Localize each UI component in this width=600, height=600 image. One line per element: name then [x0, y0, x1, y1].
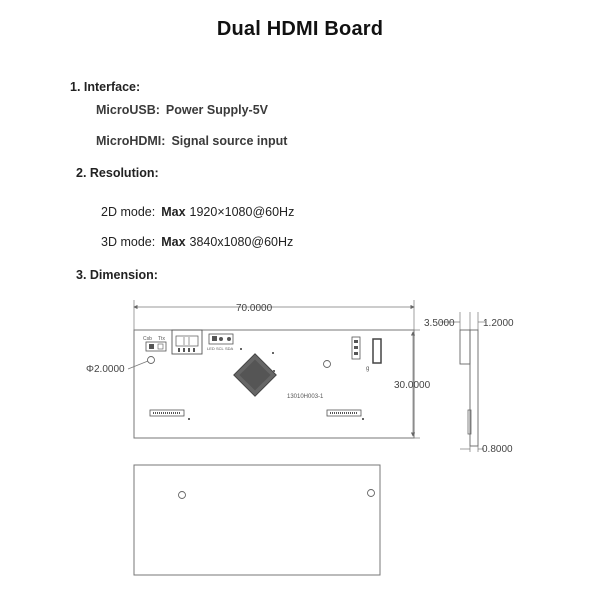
mode-max: Max — [161, 205, 186, 219]
switch-label: Csb — [143, 336, 152, 342]
pin-label: SCL — [216, 346, 224, 351]
pin-label: LED — [207, 346, 215, 351]
mode-label: 3D mode: — [101, 235, 156, 249]
svg-text:g: g — [366, 366, 370, 372]
side-connector-profile — [460, 330, 470, 364]
side-dim-top-right: 1.2000 — [483, 318, 514, 329]
board-bottom-view — [134, 465, 380, 575]
hole-dimension-label: Φ2.0000 — [86, 364, 125, 375]
interface-item-label: MicroHDMI: — [96, 134, 166, 148]
bottom-board-outline — [134, 465, 380, 575]
mode-label: 2D mode: — [101, 205, 156, 219]
resolution-heading: 2. Resolution: — [76, 166, 159, 180]
switch-label: Ttx — [158, 336, 165, 342]
interface-item-value: Power Supply-5V — [165, 103, 269, 117]
mode-value: 3840x1080@60Hz — [189, 235, 294, 249]
board-code: 13010H003-1 — [287, 394, 324, 400]
pin-label: SDA — [225, 346, 234, 351]
width-dimension-label: 70.0000 — [236, 303, 273, 314]
side-dim-bottom: 0.8000 — [482, 444, 513, 455]
mode-max: Max — [161, 235, 186, 249]
interface-heading: 1. Interface: — [70, 80, 141, 94]
side-dim-top-left: 3.5000 — [424, 318, 455, 329]
page-title: Dual HDMI Board — [216, 18, 384, 40]
interface-item-label: MicroUSB: — [96, 103, 160, 117]
board-side-view — [424, 312, 514, 455]
dimension-heading: 3. Dimension: — [76, 268, 158, 282]
height-dimension-label: 30.0000 — [394, 380, 431, 391]
board-top-view — [86, 300, 431, 438]
mode-value: 1920×1080@60Hz — [189, 205, 295, 219]
interface-item-value: Signal source input — [171, 134, 288, 148]
